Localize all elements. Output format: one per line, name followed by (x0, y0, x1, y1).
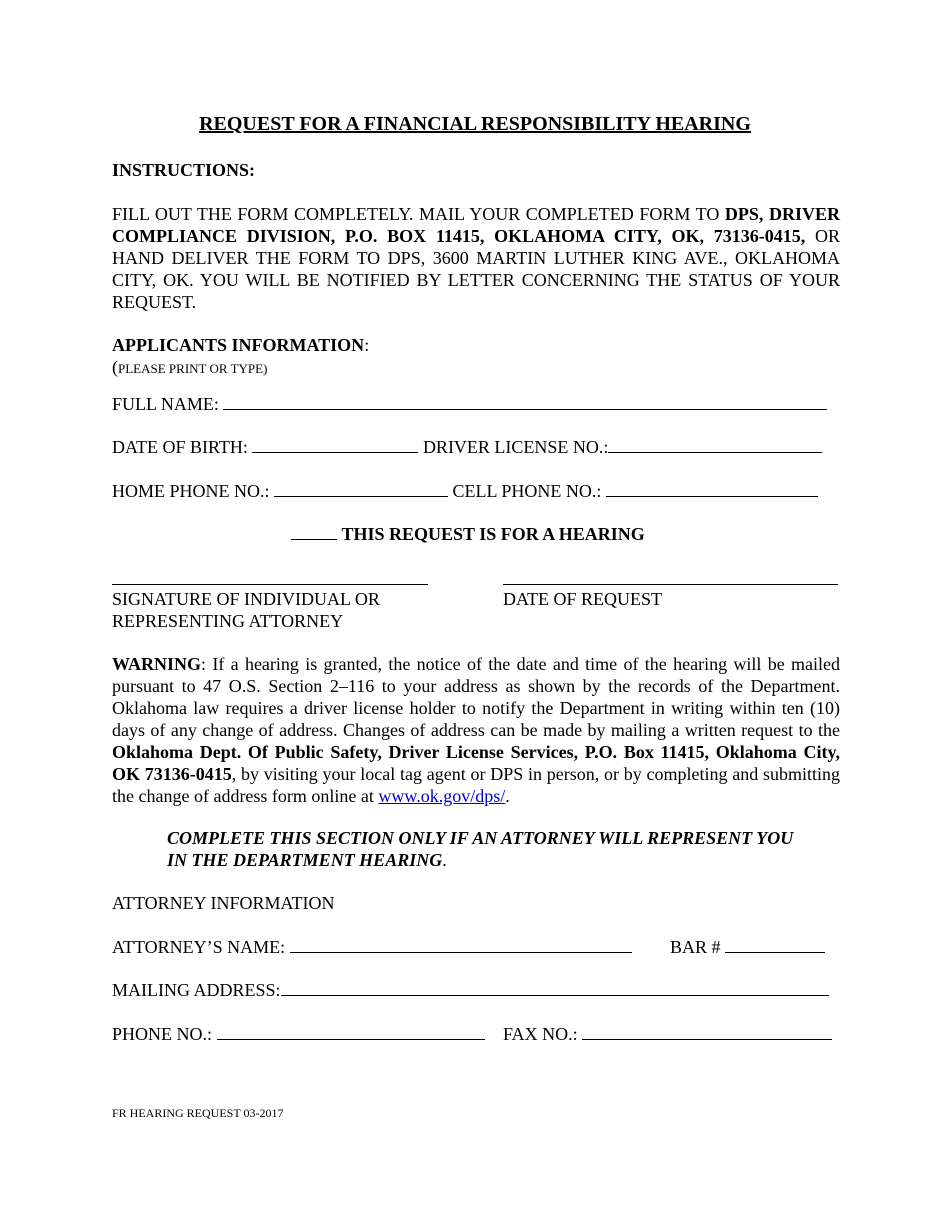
applicant-subheading-paren: ( (112, 357, 118, 377)
bar-number-label: BAR # (670, 937, 721, 957)
date-of-request-line[interactable] (503, 584, 838, 585)
home-phone-label: HOME PHONE NO.: (112, 481, 270, 501)
cell-phone-field[interactable] (606, 479, 818, 497)
phone-row (112, 479, 818, 502)
warning-text-2: , by visiting your local tag agent or DPS in person, or by completing and submitting the change of address form online at (112, 764, 840, 806)
fax-field[interactable] (582, 1022, 832, 1040)
signature-label-1: SIGNATURE OF INDIVIDUAL OR (112, 589, 380, 609)
dps-website-link[interactable]: www.ok.gov/dps/ (378, 786, 506, 806)
dl-field[interactable] (608, 435, 822, 453)
applicant-subheading (112, 356, 267, 380)
warning-address: Oklahoma Dept. Of Public Safety, Driver License Services, P.O. Box 11415, Oklahoma City, OK 73136-0415 (112, 742, 840, 784)
applicant-heading (112, 334, 369, 356)
attorney-phone-label: PHONE NO.: (112, 1024, 213, 1044)
dl-label: DRIVER LICENSE NO.: (422, 437, 609, 457)
bar-number-row (670, 935, 825, 958)
attorney-phone-row (112, 1022, 485, 1045)
mailing-address-row (112, 978, 829, 1001)
cell-phone-label: CELL PHONE NO.: (452, 481, 602, 501)
hearing-request-row (291, 522, 645, 545)
attorney-name-row (112, 935, 632, 958)
signature-line[interactable] (112, 584, 428, 585)
fax-label: FAX NO.: (503, 1024, 578, 1044)
warning-text-3: . (505, 786, 510, 806)
dob-row (112, 435, 822, 458)
applicant-subheading-text: PLEASE PRINT OR TYPE) (118, 361, 268, 376)
dob-field[interactable] (252, 435, 418, 453)
dob-label: DATE OF BIRTH: (112, 437, 248, 457)
instructions-text-1: FILL OUT THE FORM COMPLETELY. MAIL YOUR COMPLETED FORM TO (112, 204, 725, 224)
attorney-name-field[interactable] (290, 935, 632, 953)
applicant-heading-text: APPLICANTS INFORMATION (112, 335, 365, 355)
warning-label: WARNING (112, 654, 202, 674)
form-footer: FR HEARING REQUEST 03-2017 (112, 1106, 284, 1120)
instructions-heading: INSTRUCTIONS: (112, 160, 256, 180)
hearing-request-checkline[interactable] (291, 522, 337, 540)
attorney-name-label: ATTORNEY’S NAME: (112, 937, 286, 957)
instructions-text (112, 203, 840, 313)
applicant-heading-colon: : (364, 335, 370, 355)
mailing-address-label: MAILING ADDRESS: (112, 980, 281, 1000)
warning-paragraph (112, 653, 840, 807)
attorney-note-text: COMPLETE THIS SECTION ONLY IF AN ATTORNEY WILL REPRESENT YOU IN THE DEPARTMENT HEARING (167, 828, 794, 870)
full-name-row (112, 392, 827, 415)
page-title: REQUEST FOR A FINANCIAL RESPONSIBILITY HEARING (199, 113, 751, 135)
attorney-heading: ATTORNEY INFORMATION (112, 893, 335, 913)
fax-row (503, 1022, 832, 1045)
attorney-phone-field[interactable] (217, 1022, 485, 1040)
home-phone-field[interactable] (274, 479, 448, 497)
full-name-field[interactable] (223, 392, 827, 410)
attorney-note-period: . (442, 850, 447, 870)
warning-text-1: : If a hearing is granted, the notice of the date and time of the hearing will be mailed pursuant to 47 O.S. Section 2–116 to your address as shown by the records of the Department. Oklahoma law requires a driver license holder to notify the Department in writing within ten (10) days of any change of address. Changes of address can be made by mailing a written request to the (112, 654, 840, 740)
mailing-address-field[interactable] (281, 978, 829, 996)
hearing-request-label: THIS REQUEST IS FOR A HEARING (341, 524, 645, 544)
full-name-label: FULL NAME: (112, 394, 219, 414)
signature-label-2: REPRESENTING ATTORNEY (112, 611, 344, 631)
date-of-request-label: DATE OF REQUEST (503, 589, 663, 609)
instructions-address: DPS, DRIVER COMPLIANCE DIVISION, P.O. BOX 11415, OKLAHOMA CITY, OK, 73136-0415, (112, 204, 841, 246)
bar-number-field[interactable] (725, 935, 825, 953)
instructions-text-2: OR HAND DELIVER THE FORM TO DPS, 3600 MARTIN LUTHER KING AVE., OKLAHOMA CITY, OK. YOU WILL BE NOTIFIED BY LETTER CONCERNING THE STATUS OF YOUR REQUEST. (112, 226, 840, 312)
attorney-note (167, 827, 797, 871)
